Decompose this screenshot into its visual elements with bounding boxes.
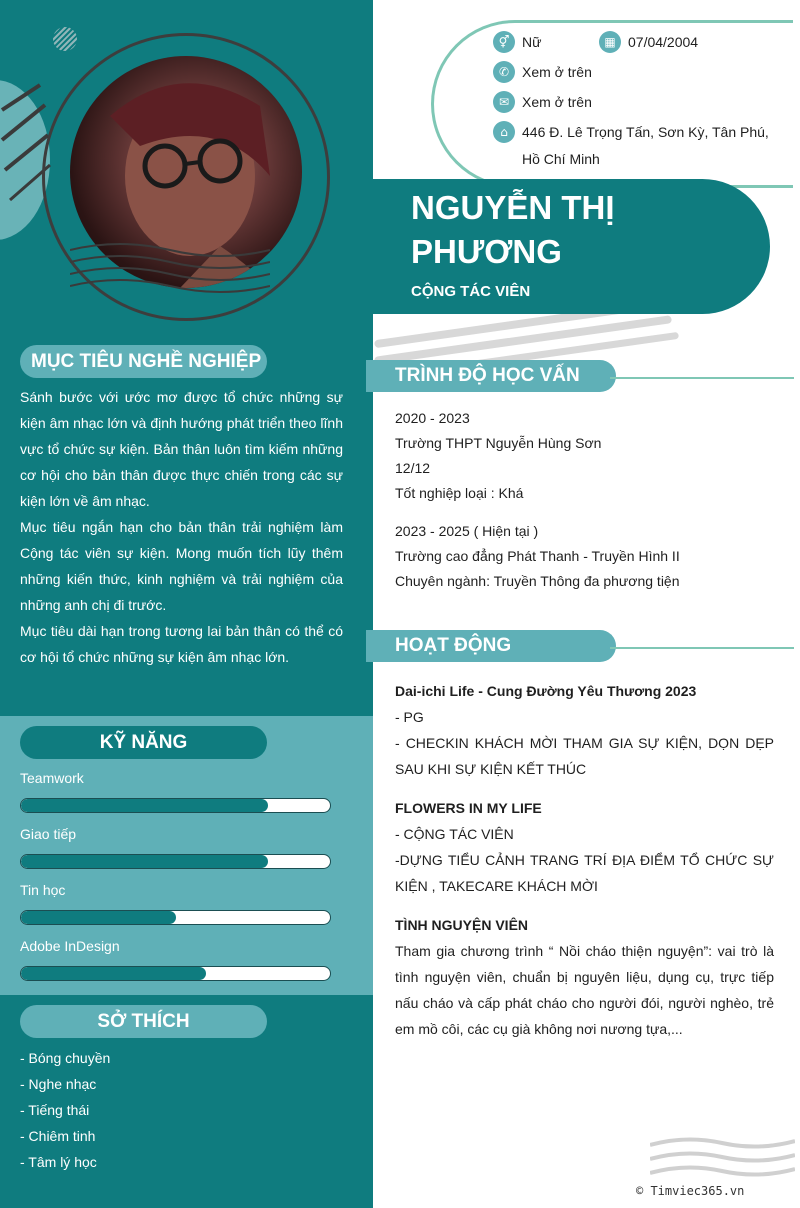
hobbies-list (20, 1045, 110, 1175)
hobby-item: - Nghe nhạc (20, 1076, 97, 1092)
contact-gender (493, 31, 541, 53)
hobbies-heading: SỞ THÍCH (20, 1005, 267, 1038)
section-divider (610, 377, 794, 379)
activity-entry (395, 678, 774, 782)
skill-bar (20, 966, 331, 981)
education-entry (395, 406, 601, 506)
phone-icon: ✆ (493, 61, 515, 83)
objective-text (20, 384, 343, 670)
home-icon: ⌂ (493, 121, 515, 143)
activity-title: Dai-ichi Life - Cung Đường Yêu Thương 2023 (395, 683, 697, 699)
skill-item (20, 882, 332, 925)
skill-label: Adobe InDesign (20, 938, 120, 954)
skill-label: Teamwork (20, 770, 84, 786)
activity-line: Tham gia chương trình “ Nồi cháo thiện nguyện”: vai trò là tình nguyện viên, chuẩn bị nguyên liệu, dụng cụ, trực tiếp nấu cháo và cấp phát cháo cho người đói, người nghèo, trẻ em mồ côi, các cụ già không nơi nương tựa,... (395, 943, 774, 1037)
objective-paragraph: Mục tiêu ngắn hạn cho bản thân trải nghiệm làm Cộng tác viên sự kiện. Mong muốn tích lũy thêm những kiến thức, kinh nghiệm và trải nghiệm của những anh chị đi trước. (20, 519, 343, 613)
birthday-value: 07/04/2004 (628, 34, 699, 50)
decorative-wave-lines (650, 1135, 795, 1180)
activity-title: TÌNH NGUYỆN VIÊN (395, 917, 529, 933)
activity-entry (395, 912, 774, 1042)
hobby-item: - Bóng chuyền (20, 1050, 111, 1066)
contact-birthday (599, 31, 698, 53)
skill-fill (21, 911, 176, 924)
contact-address-line2 (522, 151, 600, 167)
skill-label: Giao tiếp (20, 826, 77, 842)
skill-bar (20, 910, 331, 925)
skill-fill (21, 799, 268, 812)
calendar-icon: ▦ (599, 31, 621, 53)
email-value: Xem ở trên (522, 94, 592, 110)
skill-fill (21, 967, 206, 980)
skill-label: Tin học (20, 882, 66, 898)
education-line: Trường THPT Nguyễn Hùng Sơn (395, 435, 602, 451)
full-name (411, 186, 741, 274)
name-line-2: PHƯƠNG (411, 233, 562, 270)
education-line: 12/12 (395, 460, 431, 476)
decorative-dot (53, 27, 77, 51)
phone-value: Xem ở trên (522, 64, 592, 80)
skill-bar (20, 798, 331, 813)
education-line: Tốt nghiệp loại : Khá (395, 485, 524, 501)
hobby-item: - Tâm lý học (20, 1154, 97, 1170)
objective-heading: MỤC TIÊU NGHỀ NGHIỆP (20, 345, 267, 378)
skill-bar (20, 854, 331, 869)
watermark: © Timviec365.vn (636, 1184, 745, 1198)
education-entry (395, 519, 680, 594)
activity-title: FLOWERS IN MY LIFE (395, 800, 542, 816)
skills-heading: KỸ NĂNG (20, 726, 267, 759)
objective-paragraph: Mục tiêu dài hạn trong tương lai bản thân có thể có cơ hội tổ chức những sự kiện âm nhạc lớn. (20, 623, 343, 665)
activity-line: - PG (395, 709, 424, 725)
contact-address (493, 121, 769, 143)
contact-email (493, 91, 592, 113)
hobby-item: - Tiếng thái (20, 1102, 90, 1118)
skill-item (20, 770, 332, 813)
activities-heading: HOẠT ĐỘNG (366, 630, 616, 662)
decorative-wave-lines (70, 240, 270, 300)
skill-item (20, 938, 332, 981)
section-divider (610, 647, 794, 649)
activity-line: - CỘNG TÁC VIÊN (395, 826, 514, 842)
email-icon: ✉ (493, 91, 515, 113)
address-line-2: Hồ Chí Minh (522, 151, 600, 167)
gender-icon: ⚥ (493, 31, 515, 53)
education-heading: TRÌNH ĐỘ HỌC VẤN (366, 360, 616, 392)
contact-phone (493, 61, 592, 83)
skill-item (20, 826, 332, 869)
job-title: CỘNG TÁC VIÊN (411, 283, 531, 300)
gender-value: Nữ (522, 34, 542, 50)
education-line: Chuyên ngành: Truyền Thông đa phương tiện (395, 573, 680, 589)
hobby-item: - Chiêm tinh (20, 1128, 96, 1144)
education-line: Trường cao đẳng Phát Thanh - Truyền Hình II (395, 548, 680, 564)
activity-entry (395, 795, 774, 899)
name-line-1: NGUYỄN THỊ (411, 189, 615, 226)
education-line: 2020 - 2023 (395, 410, 470, 426)
activity-line: -DỰNG TIỂU CẢNH TRANG TRÍ ĐỊA ĐIỂM TỔ CHỨC SỰ KIỆN , TAKECARE KHÁCH MỜI (395, 852, 774, 894)
objective-paragraph: Sánh bước với ước mơ được tổ chức những sự kiện âm nhạc lớn và định hướng phát triển theo lĩnh vực tổ chức sự kiện. Bản thân luôn tìm kiếm những cơ hội cho bản thân được thực chiến trong các sự kiện lớn về âm nhạc. (20, 389, 343, 509)
activity-line: - CHECKIN KHÁCH MỜI THAM GIA SỰ KIỆN, DỌN DẸP SAU KHI SỰ KIỆN KẾT THÚC (395, 735, 774, 777)
education-line: 2023 - 2025 ( Hiện tại ) (395, 523, 539, 539)
skill-fill (21, 855, 268, 868)
address-line-1: 446 Đ. Lê Trọng Tấn, Sơn Kỳ, Tân Phú, (522, 124, 769, 140)
